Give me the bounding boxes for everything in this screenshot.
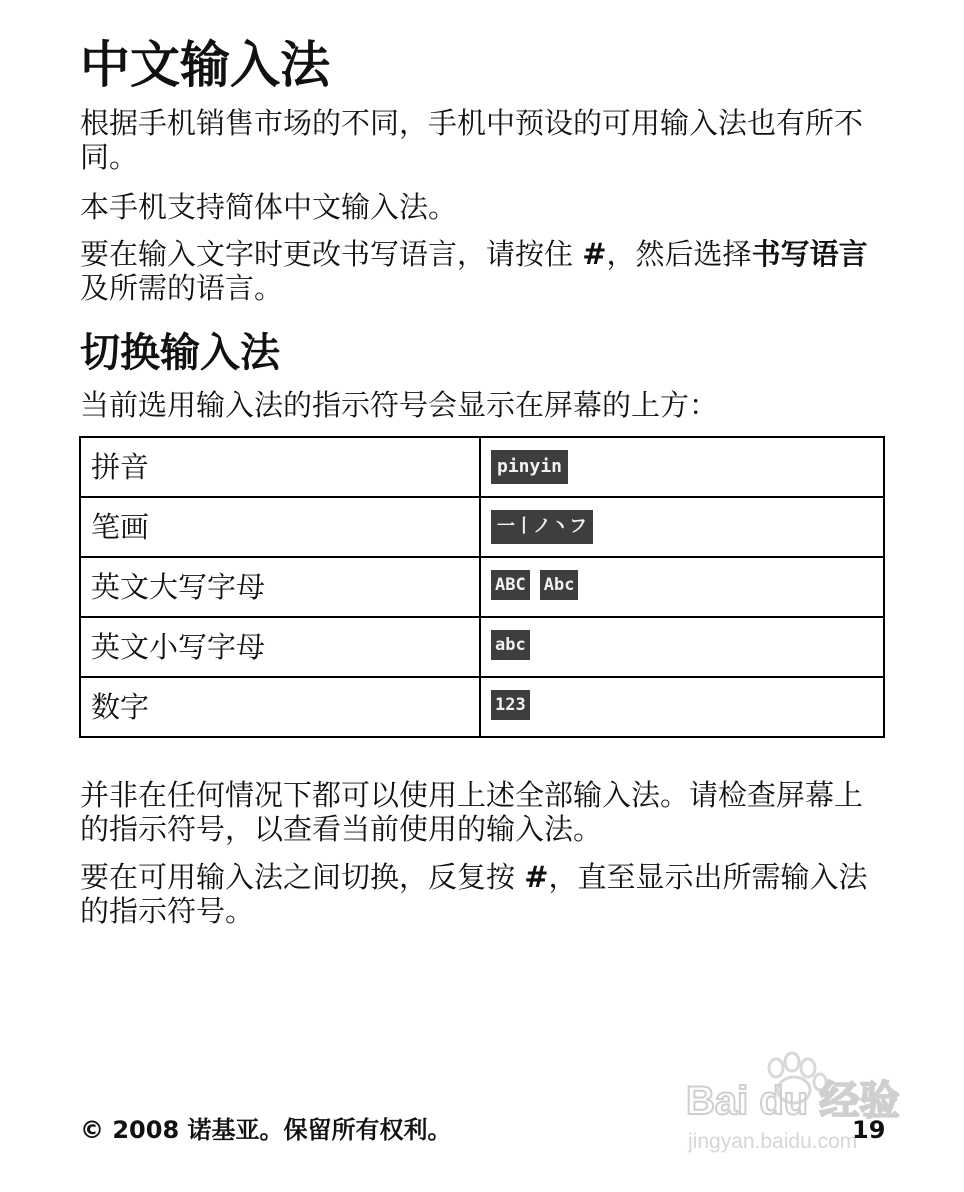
mode-name: 笔画 [80, 497, 480, 557]
text-segment: ，直至显示出所需输入法的指示符号。 [80, 860, 868, 928]
table-row [80, 497, 884, 557]
number-indicator-icon: 123 [491, 690, 530, 720]
mode-name: 英文大写字母 [80, 557, 480, 617]
paragraph-support: 本手机支持简体中文输入法。 [80, 190, 458, 224]
watermark-url: jingyan.baidu.com [688, 1130, 858, 1153]
mode-indicator-cell [480, 557, 884, 617]
paragraph-availability-note: 并非在任何情况下都可以使用上述全部输入法。请检查屏幕上的指示符号，以查看当前使用的输入法。 [80, 778, 864, 846]
mode-indicator-cell [480, 617, 884, 677]
hash-key: # [524, 860, 549, 894]
input-mode-table [79, 436, 885, 738]
mode-name: 拼音 [80, 437, 480, 497]
watermark-brand: Bai du 经验 [686, 1079, 900, 1123]
table-row [80, 617, 884, 677]
text-segment: 及所需的语言。 [80, 271, 284, 305]
text-segment: 要在输入文字时更改书写语言，请按住 [80, 237, 583, 271]
text-segment: ，然后选择 [606, 237, 752, 271]
text-segment: 要在可用输入法之间切换，反复按 [80, 860, 525, 894]
table-row [80, 437, 884, 497]
table-row [80, 677, 884, 737]
copyright-notice: © 2008 诺基亚。保留所有权利。 [80, 1116, 452, 1144]
table-row [80, 557, 884, 617]
subsection-title: 切换输入法 [80, 330, 280, 376]
menu-option-writing-language: 书写语言 [751, 237, 868, 271]
lowercase-indicator-icon: abc [491, 630, 530, 660]
hash-key: # [582, 237, 607, 271]
mode-indicator-cell [480, 677, 884, 737]
uppercase-indicator-icon: ABC [491, 570, 530, 600]
paragraph-indicator-intro: 当前选用输入法的指示符号会显示在屏幕的上方： [80, 388, 719, 422]
mode-indicator-cell [480, 497, 884, 557]
paragraph-availability: 根据手机销售市场的不同，手机中预设的可用输入法也有所不同。 [80, 106, 864, 174]
pinyin-indicator-icon: pinyin [491, 450, 568, 484]
mode-indicator-cell [480, 437, 884, 497]
mode-name: 数字 [80, 677, 480, 737]
stroke-indicator-icon: 一丨ノ丶フ [491, 510, 593, 544]
paragraph-switch-instructions [80, 860, 885, 928]
paragraph-change-language [80, 237, 885, 305]
mode-name: 英文小写字母 [80, 617, 480, 677]
section-title: 中文输入法 [80, 36, 330, 94]
page-number: 19 [852, 1116, 886, 1144]
sentence-case-indicator-icon: Abc [540, 570, 579, 600]
